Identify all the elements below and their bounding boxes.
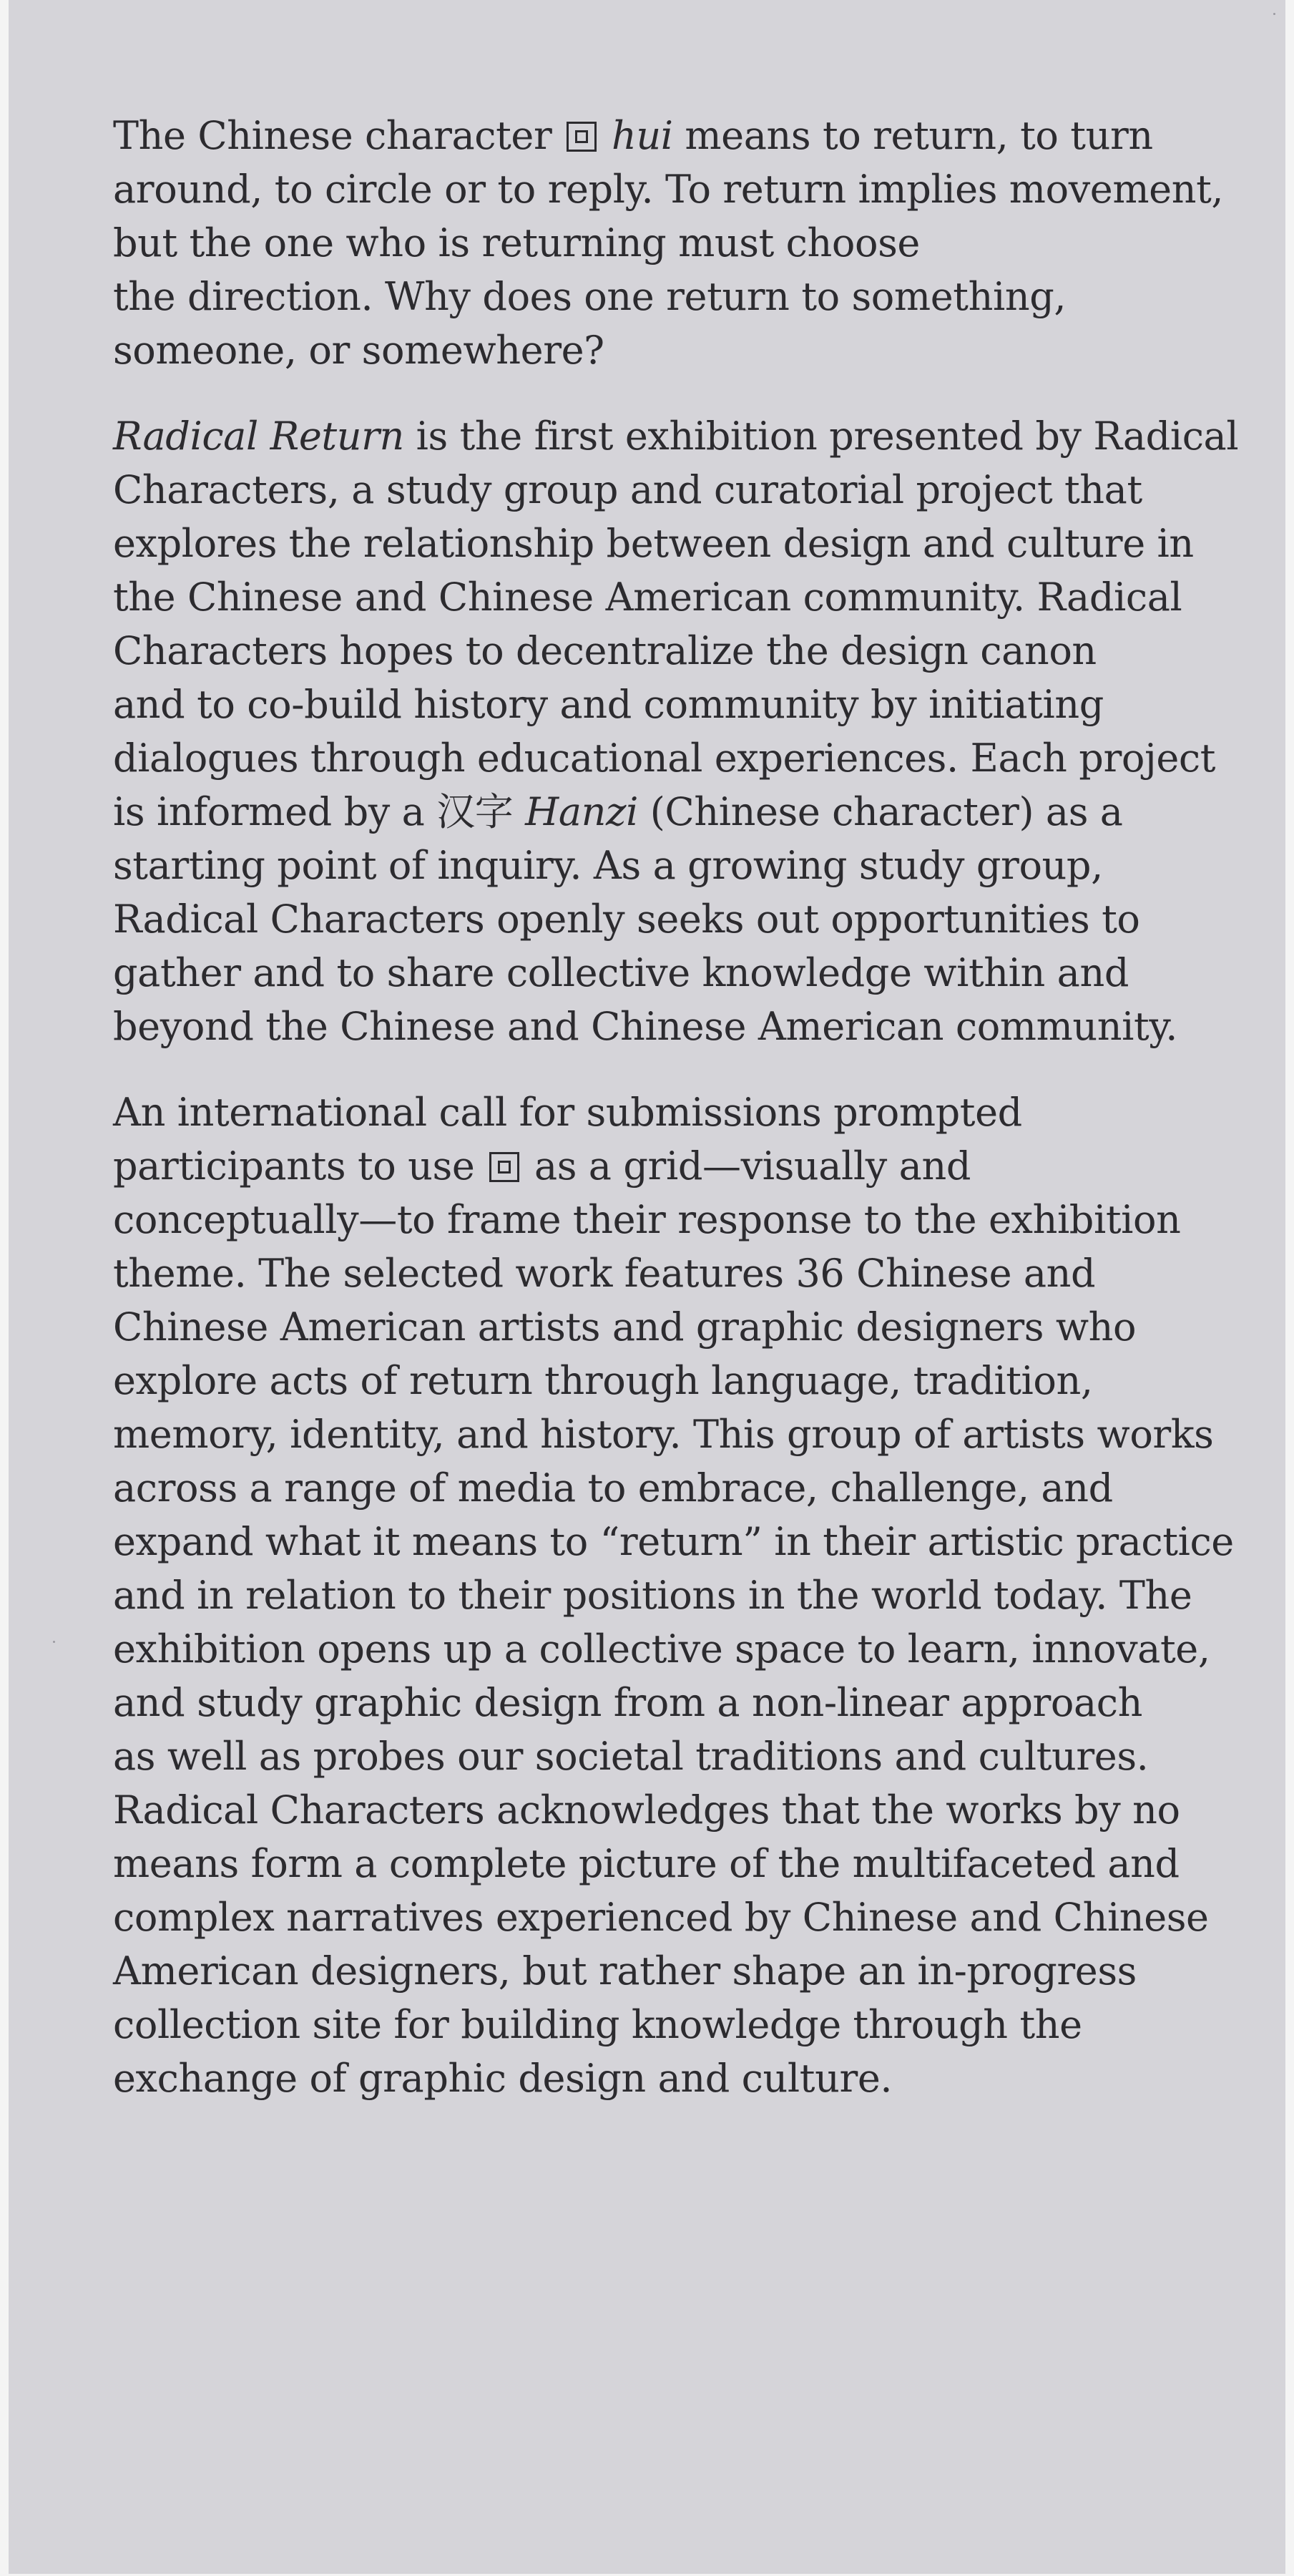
text-line: starting point of inquiry. As a growing study group,	[113, 843, 1103, 888]
text-line: and in relation to their positions in the world today. The	[113, 1573, 1192, 1618]
text-line: but the one who is returning must choose	[113, 220, 920, 265]
text-line: American designers, but rather shape an in-progress	[113, 1948, 1137, 1994]
text-line: as well as probes our societal traditions and cultures.	[113, 1734, 1149, 1779]
text-segment: means to return, to turn	[685, 113, 1153, 158]
text-line: Radical Characters acknowledges that the works by no	[113, 1787, 1180, 1833]
italic-term-hui: hui	[611, 113, 673, 158]
text-line: An international call for submissions prompted	[113, 1090, 1022, 1135]
text-line	[113, 109, 1229, 162]
paper-sheet	[9, 0, 1285, 2574]
italic-term-hanzi: Hanzi	[525, 789, 638, 834]
text-line: exchange of graphic design and culture.	[113, 2056, 893, 2101]
text-line: the Chinese and Chinese American community. Radical	[113, 575, 1182, 620]
text-line: gather and to share collective knowledge within and	[113, 950, 1129, 995]
text-segment: as a grid—visually and	[534, 1143, 971, 1189]
hui-character-icon	[489, 1152, 519, 1182]
text-segment: is the first exhibition presented by Radical	[416, 414, 1239, 459]
paragraph-intro	[113, 109, 1229, 377]
text-line: around, to circle or to reply. To return implies movement,	[113, 167, 1224, 212]
text-line: someone, or somewhere?	[113, 328, 604, 373]
text-line: beyond the Chinese and Chinese American community.	[113, 1004, 1178, 1049]
text-line: means form a complete picture of the multifaceted and	[113, 1841, 1180, 1886]
text-line: theme. The selected work features 36 Chinese and	[113, 1251, 1096, 1296]
body-text	[113, 109, 1239, 2137]
italic-title-radical-return: Radical Return	[113, 414, 404, 459]
text-line: collection site for building knowledge through the	[113, 2002, 1082, 2047]
text-line: complex narratives experienced by Chinese and Chinese	[113, 1895, 1209, 1940]
text-line: the direction. Why does one return to something,	[113, 274, 1067, 319]
text-line: expand what it means to “return” in their artistic practice	[113, 1519, 1234, 1564]
hanzi-characters: 汉字	[436, 789, 514, 834]
text-line	[113, 785, 1229, 839]
text-line: and study graphic design from a non-linear approach	[113, 1680, 1143, 1725]
text-segment: is informed by a	[113, 789, 425, 834]
paragraph-call	[113, 1085, 1234, 2105]
text-line: memory, identity, and history. This group of artists works	[113, 1412, 1214, 1457]
text-line: conceptually—to frame their response to the exhibition	[113, 1197, 1181, 1242]
text-line: Radical Characters openly seeks out opportunities to	[113, 897, 1140, 942]
text-line: explores the relationship between design and culture in	[113, 521, 1194, 566]
text-segment: participants to use	[113, 1143, 475, 1189]
text-line: explore acts of return through language, tradition,	[113, 1358, 1093, 1403]
text-line: exhibition opens up a collective space to learn, innovate,	[113, 1626, 1210, 1672]
paragraph-about	[113, 409, 1239, 1053]
text-line: across a range of media to embrace, challenge, and	[113, 1465, 1113, 1511]
text-line	[113, 1139, 1229, 1193]
text-segment: The Chinese character	[113, 113, 552, 158]
text-line: and to co-build history and community by initiating	[113, 682, 1104, 727]
text-segment: (Chinese character) as a	[650, 789, 1123, 834]
text-line: Chinese American artists and graphic designers who	[113, 1304, 1137, 1350]
text-line	[113, 409, 1239, 463]
text-line: dialogues through educational experiences. Each project	[113, 736, 1216, 781]
text-line: Characters hopes to decentralize the design canon	[113, 628, 1097, 673]
paper-speck	[53, 1641, 55, 1643]
text-line: Characters, a study group and curatorial project that	[113, 467, 1142, 512]
paper-speck	[1273, 13, 1275, 15]
hui-character-icon	[567, 122, 597, 152]
